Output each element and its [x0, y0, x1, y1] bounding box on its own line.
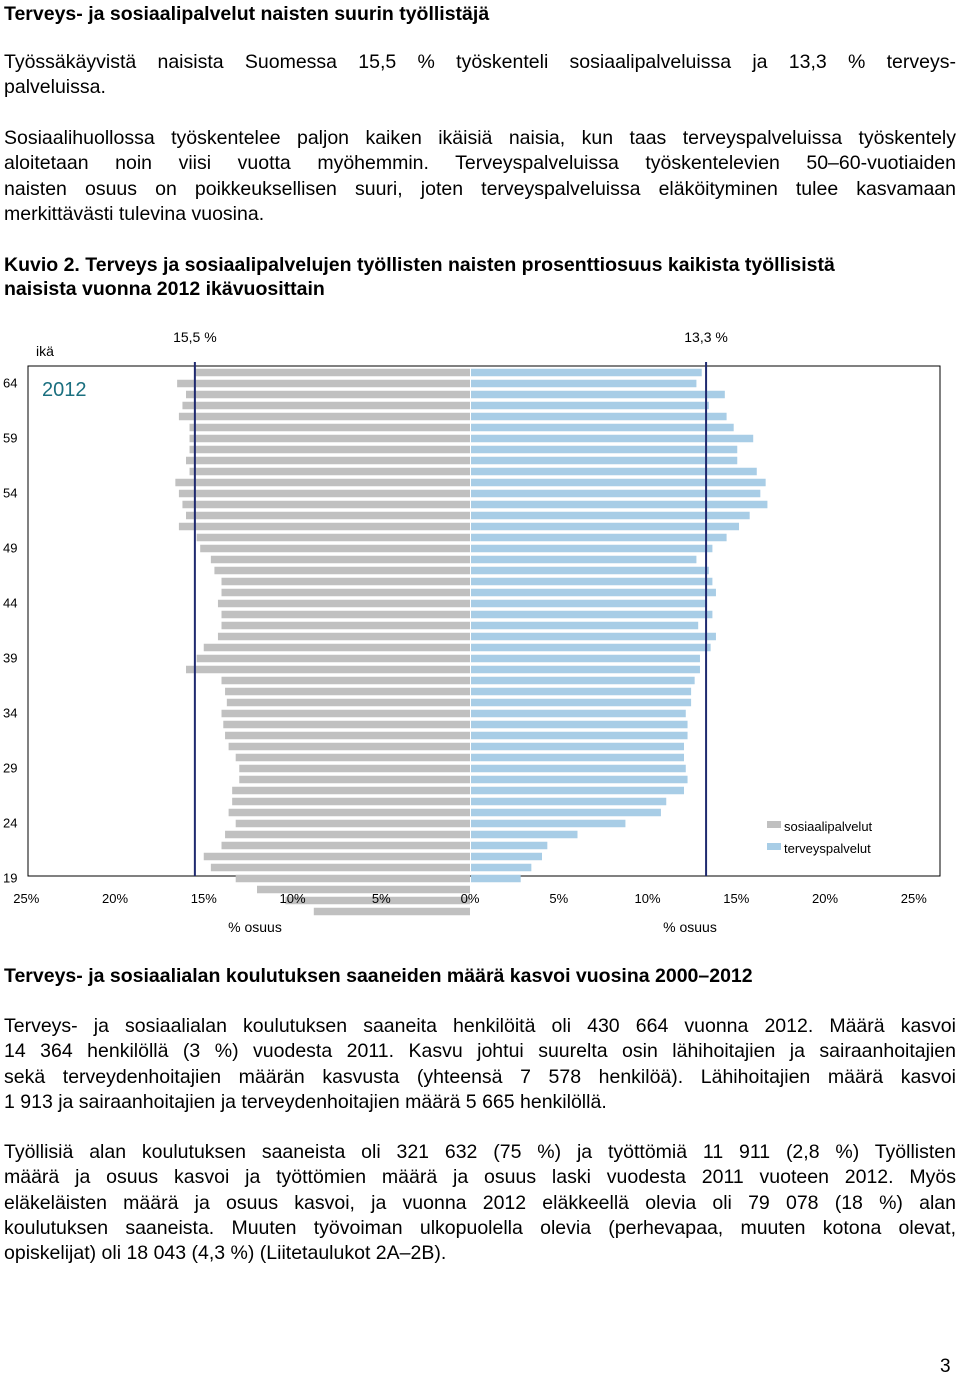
bar-sosiaalipalvelut-age-53 [182, 501, 470, 509]
bar-sosiaalipalvelut-age-40 [204, 644, 470, 652]
body-paragraph [4, 126, 956, 227]
bar-sosiaalipalvelut-age-37 [222, 677, 471, 685]
bar-terveyspalvelut-age-45 [471, 589, 716, 597]
bar-terveyspalvelut-age-28 [471, 776, 688, 784]
x-tick-label: 25% [900, 891, 927, 906]
age-tick-label: 44 [3, 595, 18, 611]
bar-terveyspalvelut-age-29 [471, 765, 686, 773]
bar-sosiaalipalvelut-age-23 [225, 831, 470, 839]
x-tick-label: 20% [811, 891, 839, 906]
x-tick-label: 5% [549, 891, 569, 906]
bar-sosiaalipalvelut-age-36 [225, 688, 470, 696]
bar-terveyspalvelut-age-38 [471, 666, 700, 674]
legend-label-sosiaalipalvelut: sosiaalipalvelut [784, 819, 873, 834]
bar-sosiaalipalvelut-age-38 [186, 666, 470, 674]
bar-terveyspalvelut-age-37 [471, 677, 695, 685]
page-number: 3 [940, 1356, 951, 1377]
bar-terveyspalvelut-age-21 [471, 853, 542, 861]
bar-sosiaalipalvelut-age-50 [197, 534, 470, 542]
bar-sosiaalipalvelut-age-44 [218, 600, 470, 608]
bar-sosiaalipalvelut-age-22 [222, 842, 471, 850]
bar-terveyspalvelut-age-52 [471, 512, 750, 520]
bar-terveyspalvelut-age-61 [471, 413, 727, 421]
year-label: 2012 [42, 379, 87, 401]
bar-terveyspalvelut-age-56 [471, 468, 757, 476]
bar-terveyspalvelut-age-48 [471, 556, 696, 564]
bar-sosiaalipalvelut-age-45 [222, 589, 471, 597]
bar-sosiaalipalvelut-age-49 [200, 545, 470, 553]
bar-terveyspalvelut-age-55 [471, 479, 766, 487]
bar-terveyspalvelut-age-50 [471, 534, 727, 542]
bar-sosiaalipalvelut-age-34 [222, 710, 471, 718]
age-tick-label: 49 [3, 540, 18, 556]
bar-sosiaalipalvelut-age-32 [225, 732, 470, 740]
bar-terveyspalvelut-age-43 [471, 611, 712, 619]
body-paragraph-3 [4, 1140, 956, 1266]
age-tick-label: 59 [3, 430, 18, 446]
x-tick-label: 10% [279, 891, 306, 906]
bar-terveyspalvelut-age-27 [471, 787, 684, 795]
bar-terveyspalvelut-age-54 [471, 490, 760, 498]
bar-sosiaalipalvelut-age-28 [239, 776, 470, 784]
bar-sosiaalipalvelut-age-61 [179, 413, 470, 421]
age-tick-label: 34 [3, 705, 18, 721]
bar-sosiaalipalvelut-age-20 [211, 864, 470, 872]
bar-terveyspalvelut-age-65 [471, 369, 702, 377]
text-line: Työllisiä alan koulutuksen saaneista oli 321 632 (75 %) ja työttömiä 11 911 (2,8 %) Työllisten [4, 1141, 956, 1163]
bar-sosiaalipalvelut-age-31 [229, 743, 470, 751]
bar-terveyspalvelut-age-57 [471, 457, 737, 465]
bar-sosiaalipalvelut-age-27 [232, 787, 470, 795]
bar-terveyspalvelut-age-44 [471, 600, 707, 608]
bar-terveyspalvelut-age-23 [471, 831, 578, 839]
bar-terveyspalvelut-age-34 [471, 710, 686, 718]
age-tick-label: 54 [3, 485, 18, 501]
bar-terveyspalvelut-age-58 [471, 446, 737, 454]
body-paragraph-2 [4, 1014, 956, 1115]
x-tick-label: 15% [190, 891, 217, 906]
bar-sosiaalipalvelut-age-55 [175, 479, 470, 487]
section-heading: Terveys- ja sosiaalipalvelut naisten suurin työllistäjä [4, 3, 490, 25]
bar-terveyspalvelut-age-64 [471, 380, 696, 388]
bar-sosiaalipalvelut-age-59 [190, 435, 470, 443]
bar-sosiaalipalvelut-age-58 [190, 446, 470, 454]
bar-terveyspalvelut-age-51 [471, 523, 739, 531]
intro-paragraph [4, 50, 956, 101]
bar-terveyspalvelut-age-40 [471, 644, 711, 652]
bar-terveyspalvelut-age-62 [471, 402, 709, 410]
bar-sosiaalipalvelut-age-19 [236, 875, 470, 883]
bar-terveyspalvelut-age-35 [471, 699, 691, 707]
text-line: aloitetaan noin viisi vuotta myöhemmin. Terveyspalveluissa työskentelevien 50–60-vuotiaiden [4, 152, 956, 175]
text-line: naisten osuus on poikkeuksellisen suuri, joten terveyspalveluissa eläköityminen tulee kasvamaan [4, 177, 956, 200]
legend-label-terveyspalvelut: terveyspalvelut [784, 841, 871, 856]
text-line: koulutuksen saaneista. Muuten työvoiman ulkopuolella olevia (perhevapaa, muuten kotona olevat, [4, 1216, 956, 1239]
text-line: opiskelijat) oli 18 043 (4,3 %) (Liitetaulukot 2A–2B). [4, 1242, 447, 1265]
text-line: sekä terveydenhoitajien määrän kasvusta (yhteensä 7 578 henkilöä). Lähihoitajien määrä kasvoi [4, 1065, 956, 1088]
bar-terveyspalvelut-age-49 [471, 545, 712, 553]
bar-sosiaalipalvelut-age-29 [239, 765, 470, 773]
text-line: Työssäkäyvistä naisista Suomessa 15,5 % työskenteli sosiaalipalveluissa ja 13,3 % terveys- [4, 51, 956, 73]
bar-sosiaalipalvelut-age-64 [177, 380, 470, 388]
reference-label-left: 15,5 % [173, 329, 217, 345]
x-axis-title-right: % osuus [663, 919, 717, 935]
bar-sosiaalipalvelut-age-65 [195, 369, 470, 377]
bar-terveyspalvelut-age-46 [471, 578, 712, 586]
bar-sosiaalipalvelut-age-51 [179, 523, 470, 531]
bar-sosiaalipalvelut-age-47 [214, 567, 470, 575]
bar-sosiaalipalvelut-age-42 [222, 622, 471, 630]
bar-sosiaalipalvelut-age-26 [232, 798, 470, 806]
bar-terveyspalvelut-age-59 [471, 435, 753, 443]
age-tick-label: 39 [3, 650, 18, 666]
x-tick-label: 0% [460, 891, 480, 906]
age-tick-label: 24 [3, 815, 18, 831]
age-axis-label: ikä [36, 343, 54, 359]
bar-terveyspalvelut-age-24 [471, 820, 625, 828]
bar-sosiaalipalvelut-age-48 [211, 556, 470, 564]
legend-swatch-sosiaalipalvelut [767, 821, 781, 828]
text-line: Terveys- ja sosiaalialan koulutuksen saaneita henkilöitä oli 430 664 vuonna 2012. Määrä kasvoi [4, 1015, 956, 1037]
caption-line: naisista vuonna 2012 ikävuosittain [4, 278, 325, 300]
bar-sosiaalipalvelut-age-33 [223, 721, 470, 729]
bar-sosiaalipalvelut-age-35 [227, 699, 470, 707]
bar-terveyspalvelut-age-22 [471, 842, 547, 850]
bar-terveyspalvelut-age-20 [471, 864, 531, 872]
bar-terveyspalvelut-age-33 [471, 721, 688, 729]
bar-terveyspalvelut-age-60 [471, 424, 734, 432]
bar-sosiaalipalvelut-age-39 [197, 655, 470, 663]
bar-terveyspalvelut-age-26 [471, 798, 666, 806]
x-tick-label: 25% [13, 891, 40, 906]
bar-terveyspalvelut-age-25 [471, 809, 661, 817]
x-axis-title-left: % osuus [228, 919, 282, 935]
bar-sosiaalipalvelut-age-43 [222, 611, 471, 619]
bar-terveyspalvelut-age-41 [471, 633, 716, 641]
text-line: eläkeläisten määrä ja osuus kasvoi, ja vuonna 2012 eläkkeellä olevia oli 79 078 (18 %) alan [4, 1191, 956, 1214]
x-tick-label: 10% [634, 891, 661, 906]
text-line: Sosiaalihuollossa työskentelee paljon kaiken ikäisiä naisia, kun taas terveyspalveluissa työskentely [4, 127, 956, 149]
reference-label-right: 13,3 % [684, 329, 728, 345]
bar-sosiaalipalvelut-age-63 [186, 391, 470, 399]
bar-sosiaalipalvelut-age-46 [222, 578, 471, 586]
bar-terveyspalvelut-age-32 [471, 732, 688, 740]
bar-sosiaalipalvelut-age-16 [314, 908, 470, 916]
bar-terveyspalvelut-age-30 [471, 754, 684, 762]
bar-sosiaalipalvelut-age-52 [186, 512, 470, 520]
bar-terveyspalvelut-age-47 [471, 567, 709, 575]
bar-terveyspalvelut-age-31 [471, 743, 684, 751]
age-tick-label: 64 [3, 375, 18, 391]
text-line: määrä ja osuus kasvoi ja työttömien määrä ja osuus laski vuodesta 2011 vuoteen 2012. Myös [4, 1166, 956, 1189]
bar-sosiaalipalvelut-age-57 [186, 457, 470, 465]
text-line: 1 913 ja sairaanhoitajien ja terveydenhoitajien määrä 5 665 henkilöllä. [4, 1090, 607, 1113]
age-tick-label: 19 [3, 870, 18, 886]
section-heading-2: Terveys- ja sosiaalialan koulutuksen saaneiden määrä kasvoi vuosina 2000–2012 [4, 965, 753, 987]
x-tick-label: 20% [101, 891, 129, 906]
figure-caption [4, 253, 956, 301]
caption-line: Kuvio 2. Terveys ja sosiaalipalvelujen työllisten naisten prosenttiosuus kaikista työllisistä [4, 254, 835, 276]
bar-sosiaalipalvelut-age-24 [236, 820, 470, 828]
x-tick-label: 15% [723, 891, 750, 906]
text-line: 14 364 henkilöllä (3 %) vuodesta 2011. Kasvu johtui suurelta osin lähihoitajien ja sairaanhoitajien [4, 1040, 956, 1063]
text-line: palveluissa. [4, 76, 106, 99]
bar-terveyspalvelut-age-63 [471, 391, 725, 399]
bar-terveyspalvelut-age-36 [471, 688, 691, 696]
age-tick-label: 29 [3, 760, 18, 776]
bar-terveyspalvelut-age-42 [471, 622, 698, 630]
population-pyramid-chart [0, 318, 960, 943]
text-line: merkittävästi tulevina vuosina. [4, 202, 265, 225]
bar-sosiaalipalvelut-age-25 [229, 809, 470, 817]
bar-sosiaalipalvelut-age-60 [190, 424, 470, 432]
bar-sosiaalipalvelut-age-41 [218, 633, 470, 641]
bar-sosiaalipalvelut-age-56 [190, 468, 470, 476]
bar-terveyspalvelut-age-39 [471, 655, 700, 663]
bar-terveyspalvelut-age-19 [471, 875, 521, 883]
bar-sosiaalipalvelut-age-21 [204, 853, 470, 861]
bar-sosiaalipalvelut-age-54 [179, 490, 470, 498]
x-tick-label: 5% [371, 891, 391, 906]
bar-sosiaalipalvelut-age-62 [182, 402, 470, 410]
bar-sosiaalipalvelut-age-30 [236, 754, 470, 762]
bar-terveyspalvelut-age-53 [471, 501, 767, 509]
legend-swatch-terveyspalvelut [767, 843, 781, 850]
